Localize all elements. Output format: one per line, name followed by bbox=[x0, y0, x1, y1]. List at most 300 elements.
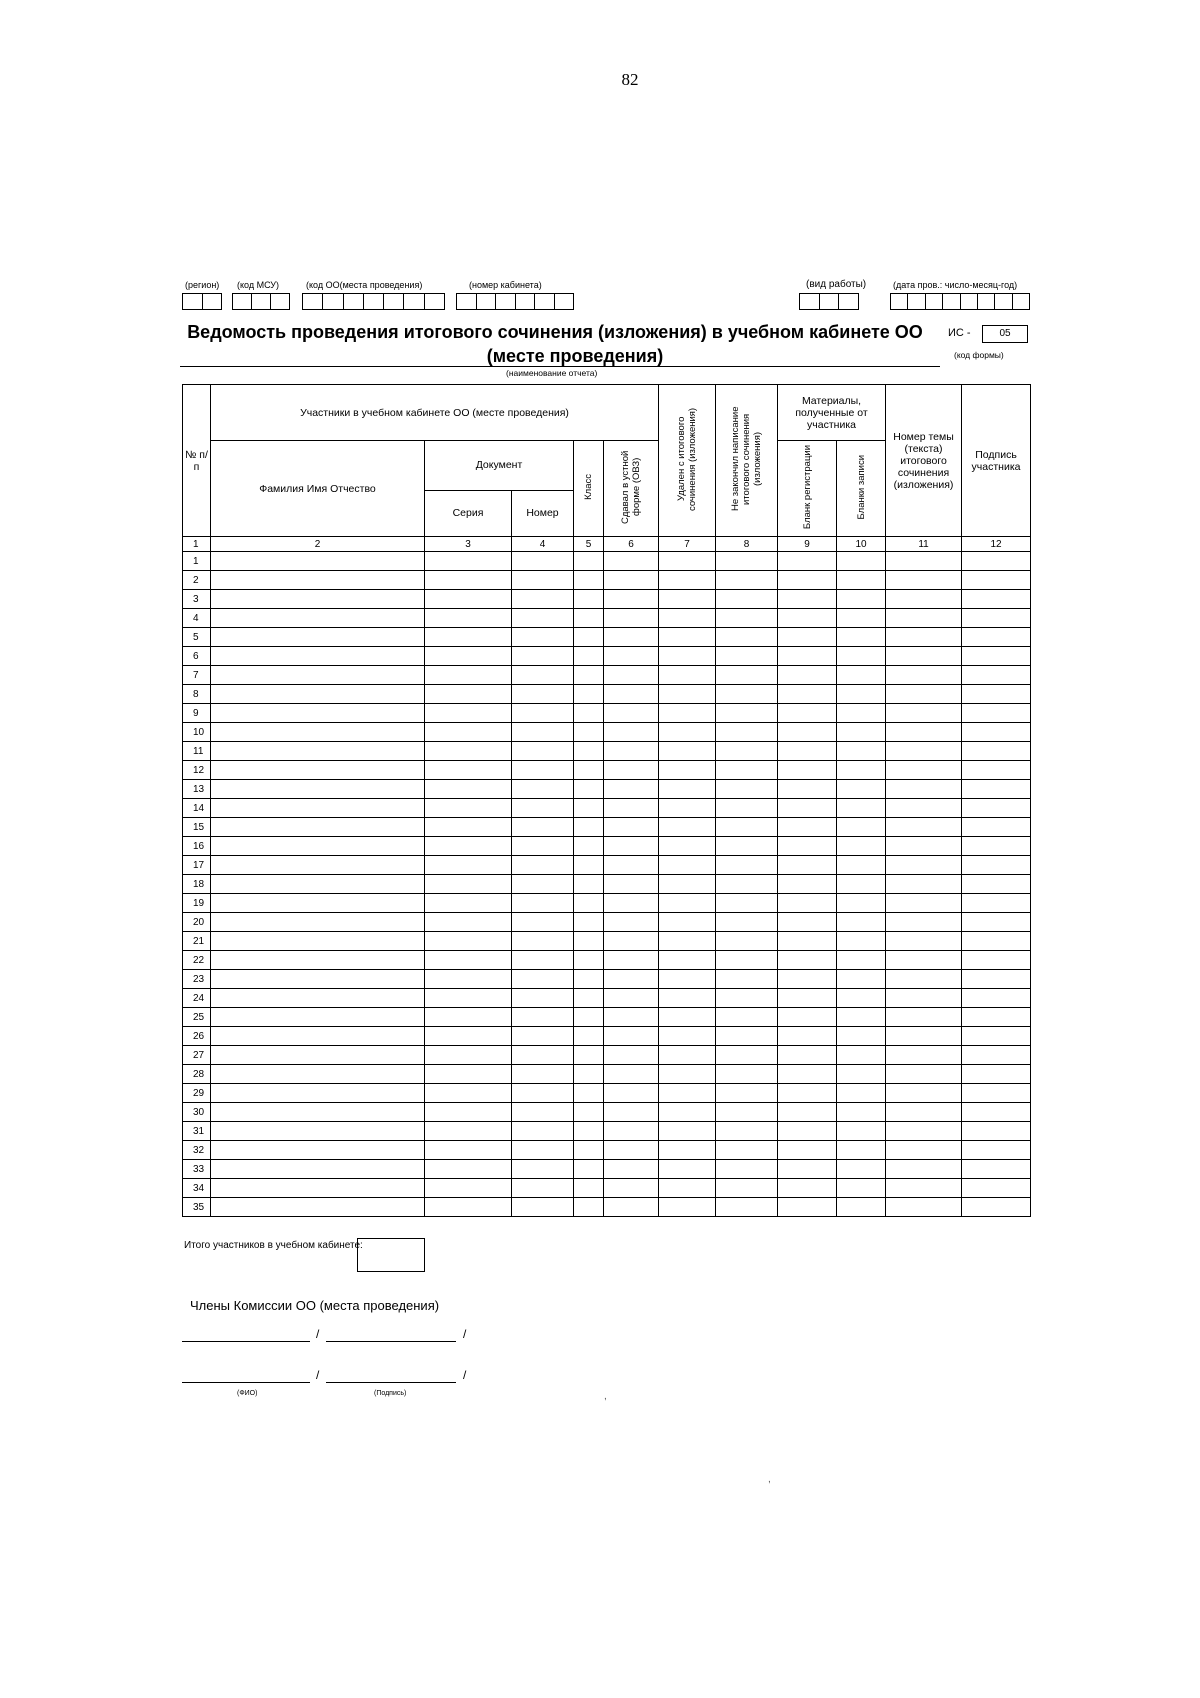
table-cell[interactable] bbox=[837, 1008, 886, 1027]
table-cell[interactable] bbox=[604, 856, 659, 875]
table-cell[interactable] bbox=[886, 571, 962, 590]
table-cell[interactable] bbox=[716, 1179, 778, 1198]
table-cell[interactable] bbox=[886, 970, 962, 989]
table-cell[interactable] bbox=[778, 1122, 837, 1141]
table-cell[interactable] bbox=[425, 780, 512, 799]
table-cell[interactable] bbox=[962, 1008, 1031, 1027]
table-cell[interactable] bbox=[962, 723, 1031, 742]
table-cell[interactable] bbox=[778, 989, 837, 1008]
table-cell[interactable] bbox=[604, 799, 659, 818]
table-cell[interactable] bbox=[659, 590, 716, 609]
table-cell[interactable] bbox=[211, 780, 425, 799]
table-cell[interactable] bbox=[604, 571, 659, 590]
table-cell[interactable] bbox=[425, 932, 512, 951]
table-cell[interactable] bbox=[659, 894, 716, 913]
table-cell[interactable] bbox=[962, 837, 1031, 856]
table-cell[interactable] bbox=[962, 704, 1031, 723]
table-cell[interactable] bbox=[962, 742, 1031, 761]
table-cell[interactable] bbox=[778, 590, 837, 609]
table-cell[interactable] bbox=[778, 1141, 837, 1160]
table-cell[interactable] bbox=[962, 894, 1031, 913]
table-cell[interactable] bbox=[778, 875, 837, 894]
table-cell[interactable] bbox=[211, 837, 425, 856]
table-cell[interactable] bbox=[778, 1008, 837, 1027]
table-cell[interactable] bbox=[962, 1046, 1031, 1065]
table-cell[interactable] bbox=[211, 1141, 425, 1160]
table-cell[interactable] bbox=[211, 723, 425, 742]
table-cell[interactable] bbox=[716, 1008, 778, 1027]
region-code-boxes[interactable] bbox=[182, 293, 222, 310]
table-cell[interactable] bbox=[604, 894, 659, 913]
table-cell[interactable] bbox=[604, 837, 659, 856]
table-cell[interactable] bbox=[659, 818, 716, 837]
table-cell[interactable] bbox=[886, 761, 962, 780]
table-cell[interactable] bbox=[574, 666, 604, 685]
table-cell[interactable] bbox=[425, 571, 512, 590]
table-cell[interactable] bbox=[659, 932, 716, 951]
table-cell[interactable] bbox=[886, 1179, 962, 1198]
table-cell[interactable] bbox=[574, 875, 604, 894]
table-cell[interactable] bbox=[886, 951, 962, 970]
table-cell[interactable] bbox=[778, 761, 837, 780]
table-cell[interactable] bbox=[886, 1084, 962, 1103]
table-cell[interactable] bbox=[778, 723, 837, 742]
table-cell[interactable] bbox=[659, 780, 716, 799]
table-cell[interactable] bbox=[211, 628, 425, 647]
table-cell[interactable] bbox=[512, 1122, 574, 1141]
table-cell[interactable] bbox=[512, 1103, 574, 1122]
table-cell[interactable] bbox=[425, 989, 512, 1008]
table-cell[interactable] bbox=[886, 685, 962, 704]
table-cell[interactable] bbox=[659, 571, 716, 590]
table-cell[interactable] bbox=[604, 1065, 659, 1084]
table-cell[interactable] bbox=[886, 932, 962, 951]
table-cell[interactable] bbox=[211, 1160, 425, 1179]
table-cell[interactable] bbox=[837, 932, 886, 951]
table-cell[interactable] bbox=[886, 989, 962, 1008]
table-cell[interactable] bbox=[659, 552, 716, 571]
table-cell[interactable] bbox=[211, 970, 425, 989]
table-cell[interactable] bbox=[425, 1160, 512, 1179]
table-cell[interactable] bbox=[659, 1141, 716, 1160]
table-cell[interactable] bbox=[574, 742, 604, 761]
table-cell[interactable] bbox=[211, 1198, 425, 1217]
table-cell[interactable] bbox=[512, 951, 574, 970]
oo-code-boxes[interactable] bbox=[302, 293, 445, 310]
table-cell[interactable] bbox=[778, 1046, 837, 1065]
table-cell[interactable] bbox=[211, 666, 425, 685]
table-cell[interactable] bbox=[962, 913, 1031, 932]
table-cell[interactable] bbox=[512, 1160, 574, 1179]
table-cell[interactable] bbox=[604, 666, 659, 685]
table-cell[interactable] bbox=[962, 1084, 1031, 1103]
table-cell[interactable] bbox=[425, 1027, 512, 1046]
table-cell[interactable] bbox=[211, 647, 425, 666]
commission-fio-line-2[interactable] bbox=[182, 1382, 310, 1383]
table-cell[interactable] bbox=[512, 609, 574, 628]
table-cell[interactable] bbox=[778, 571, 837, 590]
table-cell[interactable] bbox=[659, 1103, 716, 1122]
table-cell[interactable] bbox=[778, 818, 837, 837]
table-cell[interactable] bbox=[604, 951, 659, 970]
table-cell[interactable] bbox=[574, 970, 604, 989]
table-cell[interactable] bbox=[837, 856, 886, 875]
table-cell[interactable] bbox=[778, 552, 837, 571]
table-cell[interactable] bbox=[211, 932, 425, 951]
commission-sign-line-2[interactable] bbox=[326, 1382, 456, 1383]
table-cell[interactable] bbox=[659, 609, 716, 628]
table-cell[interactable] bbox=[425, 894, 512, 913]
table-cell[interactable] bbox=[574, 704, 604, 723]
table-cell[interactable] bbox=[425, 1065, 512, 1084]
table-cell[interactable] bbox=[962, 970, 1031, 989]
table-cell[interactable] bbox=[659, 989, 716, 1008]
table-cell[interactable] bbox=[962, 666, 1031, 685]
table-cell[interactable] bbox=[659, 742, 716, 761]
table-cell[interactable] bbox=[837, 1122, 886, 1141]
table-cell[interactable] bbox=[574, 571, 604, 590]
table-cell[interactable] bbox=[962, 685, 1031, 704]
table-cell[interactable] bbox=[211, 1027, 425, 1046]
table-cell[interactable] bbox=[512, 932, 574, 951]
table-cell[interactable] bbox=[425, 609, 512, 628]
table-cell[interactable] bbox=[716, 571, 778, 590]
table-cell[interactable] bbox=[574, 799, 604, 818]
table-cell[interactable] bbox=[716, 666, 778, 685]
table-cell[interactable] bbox=[604, 989, 659, 1008]
table-cell[interactable] bbox=[716, 1046, 778, 1065]
table-cell[interactable] bbox=[716, 1141, 778, 1160]
table-cell[interactable] bbox=[659, 875, 716, 894]
table-cell[interactable] bbox=[604, 704, 659, 723]
table-cell[interactable] bbox=[604, 1103, 659, 1122]
table-cell[interactable] bbox=[604, 913, 659, 932]
table-cell[interactable] bbox=[778, 932, 837, 951]
table-cell[interactable] bbox=[962, 1198, 1031, 1217]
table-cell[interactable] bbox=[837, 1027, 886, 1046]
table-cell[interactable] bbox=[716, 1160, 778, 1179]
table-cell[interactable] bbox=[837, 894, 886, 913]
table-cell[interactable] bbox=[886, 742, 962, 761]
table-cell[interactable] bbox=[425, 666, 512, 685]
table-cell[interactable] bbox=[574, 856, 604, 875]
table-cell[interactable] bbox=[962, 552, 1031, 571]
table-cell[interactable] bbox=[659, 837, 716, 856]
table-cell[interactable] bbox=[716, 894, 778, 913]
table-cell[interactable] bbox=[837, 571, 886, 590]
table-cell[interactable] bbox=[604, 970, 659, 989]
table-cell[interactable] bbox=[716, 552, 778, 571]
table-cell[interactable] bbox=[886, 780, 962, 799]
table-cell[interactable] bbox=[716, 970, 778, 989]
table-cell[interactable] bbox=[574, 609, 604, 628]
table-cell[interactable] bbox=[425, 799, 512, 818]
table-cell[interactable] bbox=[886, 552, 962, 571]
table-cell[interactable] bbox=[512, 666, 574, 685]
table-cell[interactable] bbox=[512, 685, 574, 704]
table-cell[interactable] bbox=[211, 989, 425, 1008]
table-cell[interactable] bbox=[778, 970, 837, 989]
table-cell[interactable] bbox=[962, 590, 1031, 609]
table-cell[interactable] bbox=[837, 704, 886, 723]
table-cell[interactable] bbox=[962, 609, 1031, 628]
table-cell[interactable] bbox=[962, 647, 1031, 666]
table-cell[interactable] bbox=[778, 1160, 837, 1179]
room-number-boxes[interactable] bbox=[456, 293, 574, 310]
table-cell[interactable] bbox=[778, 1027, 837, 1046]
table-cell[interactable] bbox=[604, 590, 659, 609]
table-cell[interactable] bbox=[604, 932, 659, 951]
table-cell[interactable] bbox=[837, 590, 886, 609]
table-cell[interactable] bbox=[837, 780, 886, 799]
table-cell[interactable] bbox=[604, 1160, 659, 1179]
table-cell[interactable] bbox=[512, 875, 574, 894]
table-cell[interactable] bbox=[604, 761, 659, 780]
table-cell[interactable] bbox=[512, 818, 574, 837]
table-cell[interactable] bbox=[604, 628, 659, 647]
table-cell[interactable] bbox=[604, 685, 659, 704]
table-cell[interactable] bbox=[574, 894, 604, 913]
table-cell[interactable] bbox=[211, 913, 425, 932]
table-cell[interactable] bbox=[211, 761, 425, 780]
table-cell[interactable] bbox=[604, 1027, 659, 1046]
table-cell[interactable] bbox=[211, 609, 425, 628]
table-cell[interactable] bbox=[716, 647, 778, 666]
table-cell[interactable] bbox=[512, 742, 574, 761]
table-cell[interactable] bbox=[837, 1198, 886, 1217]
table-cell[interactable] bbox=[604, 609, 659, 628]
table-cell[interactable] bbox=[574, 685, 604, 704]
table-cell[interactable] bbox=[512, 647, 574, 666]
table-cell[interactable] bbox=[211, 1008, 425, 1027]
table-cell[interactable] bbox=[659, 704, 716, 723]
table-cell[interactable] bbox=[886, 1122, 962, 1141]
table-cell[interactable] bbox=[886, 647, 962, 666]
table-cell[interactable] bbox=[886, 1198, 962, 1217]
work-type-boxes[interactable] bbox=[799, 293, 859, 310]
table-cell[interactable] bbox=[886, 1065, 962, 1084]
table-cell[interactable] bbox=[659, 856, 716, 875]
table-cell[interactable] bbox=[659, 723, 716, 742]
table-cell[interactable] bbox=[512, 989, 574, 1008]
table-cell[interactable] bbox=[778, 799, 837, 818]
table-cell[interactable] bbox=[716, 1122, 778, 1141]
commission-fio-line-1[interactable] bbox=[182, 1341, 310, 1342]
table-cell[interactable] bbox=[778, 1084, 837, 1103]
table-cell[interactable] bbox=[837, 761, 886, 780]
table-cell[interactable] bbox=[211, 894, 425, 913]
table-cell[interactable] bbox=[574, 780, 604, 799]
table-cell[interactable] bbox=[211, 704, 425, 723]
table-cell[interactable] bbox=[659, 1046, 716, 1065]
table-cell[interactable] bbox=[211, 685, 425, 704]
table-cell[interactable] bbox=[574, 951, 604, 970]
table-cell[interactable] bbox=[574, 1046, 604, 1065]
table-cell[interactable] bbox=[574, 989, 604, 1008]
table-cell[interactable] bbox=[778, 609, 837, 628]
table-cell[interactable] bbox=[659, 1160, 716, 1179]
table-cell[interactable] bbox=[886, 856, 962, 875]
table-cell[interactable] bbox=[886, 1008, 962, 1027]
table-cell[interactable] bbox=[604, 1008, 659, 1027]
table-cell[interactable] bbox=[778, 742, 837, 761]
table-cell[interactable] bbox=[962, 932, 1031, 951]
table-cell[interactable] bbox=[886, 723, 962, 742]
table-cell[interactable] bbox=[837, 1046, 886, 1065]
table-cell[interactable] bbox=[574, 1198, 604, 1217]
table-cell[interactable] bbox=[962, 1141, 1031, 1160]
table-cell[interactable] bbox=[837, 742, 886, 761]
table-cell[interactable] bbox=[425, 685, 512, 704]
table-cell[interactable] bbox=[211, 742, 425, 761]
table-cell[interactable] bbox=[425, 837, 512, 856]
table-cell[interactable] bbox=[659, 1008, 716, 1027]
table-cell[interactable] bbox=[886, 818, 962, 837]
table-cell[interactable] bbox=[837, 685, 886, 704]
table-cell[interactable] bbox=[425, 742, 512, 761]
table-cell[interactable] bbox=[716, 875, 778, 894]
table-cell[interactable] bbox=[425, 552, 512, 571]
table-cell[interactable] bbox=[778, 1065, 837, 1084]
table-cell[interactable] bbox=[574, 723, 604, 742]
table-cell[interactable] bbox=[962, 761, 1031, 780]
table-cell[interactable] bbox=[574, 1008, 604, 1027]
table-cell[interactable] bbox=[512, 1008, 574, 1027]
table-cell[interactable] bbox=[574, 647, 604, 666]
table-cell[interactable] bbox=[425, 1141, 512, 1160]
table-cell[interactable] bbox=[211, 1179, 425, 1198]
table-cell[interactable] bbox=[886, 609, 962, 628]
table-cell[interactable] bbox=[512, 1046, 574, 1065]
table-cell[interactable] bbox=[425, 1122, 512, 1141]
table-cell[interactable] bbox=[425, 875, 512, 894]
table-cell[interactable] bbox=[962, 571, 1031, 590]
table-cell[interactable] bbox=[425, 628, 512, 647]
table-cell[interactable] bbox=[425, 1179, 512, 1198]
table-cell[interactable] bbox=[837, 837, 886, 856]
table-cell[interactable] bbox=[837, 799, 886, 818]
table-cell[interactable] bbox=[716, 742, 778, 761]
table-cell[interactable] bbox=[512, 970, 574, 989]
table-cell[interactable] bbox=[962, 1160, 1031, 1179]
table-cell[interactable] bbox=[211, 571, 425, 590]
table-cell[interactable] bbox=[425, 913, 512, 932]
table-cell[interactable] bbox=[211, 856, 425, 875]
table-cell[interactable] bbox=[604, 1084, 659, 1103]
table-cell[interactable] bbox=[962, 989, 1031, 1008]
table-cell[interactable] bbox=[837, 723, 886, 742]
table-cell[interactable] bbox=[659, 761, 716, 780]
table-cell[interactable] bbox=[425, 1008, 512, 1027]
table-cell[interactable] bbox=[574, 818, 604, 837]
table-cell[interactable] bbox=[837, 609, 886, 628]
table-cell[interactable] bbox=[512, 837, 574, 856]
table-cell[interactable] bbox=[512, 799, 574, 818]
table-cell[interactable] bbox=[962, 856, 1031, 875]
table-cell[interactable] bbox=[962, 1065, 1031, 1084]
table-cell[interactable] bbox=[659, 1198, 716, 1217]
table-cell[interactable] bbox=[778, 856, 837, 875]
table-cell[interactable] bbox=[962, 1103, 1031, 1122]
table-cell[interactable] bbox=[778, 780, 837, 799]
table-cell[interactable] bbox=[659, 628, 716, 647]
table-cell[interactable] bbox=[837, 970, 886, 989]
table-cell[interactable] bbox=[512, 856, 574, 875]
table-cell[interactable] bbox=[886, 913, 962, 932]
table-cell[interactable] bbox=[778, 894, 837, 913]
table-cell[interactable] bbox=[716, 723, 778, 742]
table-cell[interactable] bbox=[886, 628, 962, 647]
table-cell[interactable] bbox=[574, 1103, 604, 1122]
table-cell[interactable] bbox=[211, 590, 425, 609]
table-cell[interactable] bbox=[659, 666, 716, 685]
table-cell[interactable] bbox=[837, 1179, 886, 1198]
table-cell[interactable] bbox=[512, 552, 574, 571]
table-cell[interactable] bbox=[837, 818, 886, 837]
table-cell[interactable] bbox=[574, 590, 604, 609]
table-cell[interactable] bbox=[886, 799, 962, 818]
table-cell[interactable] bbox=[425, 1103, 512, 1122]
table-cell[interactable] bbox=[425, 1198, 512, 1217]
table-cell[interactable] bbox=[778, 685, 837, 704]
table-cell[interactable] bbox=[512, 780, 574, 799]
table-cell[interactable] bbox=[962, 628, 1031, 647]
table-cell[interactable] bbox=[716, 1198, 778, 1217]
table-cell[interactable] bbox=[659, 1179, 716, 1198]
table-cell[interactable] bbox=[211, 552, 425, 571]
table-cell[interactable] bbox=[512, 761, 574, 780]
table-cell[interactable] bbox=[211, 951, 425, 970]
table-cell[interactable] bbox=[574, 1179, 604, 1198]
table-cell[interactable] bbox=[512, 894, 574, 913]
table-cell[interactable] bbox=[837, 1103, 886, 1122]
table-cell[interactable] bbox=[716, 1065, 778, 1084]
table-cell[interactable] bbox=[574, 628, 604, 647]
table-cell[interactable] bbox=[837, 628, 886, 647]
table-cell[interactable] bbox=[716, 761, 778, 780]
table-cell[interactable] bbox=[659, 1065, 716, 1084]
table-cell[interactable] bbox=[659, 1027, 716, 1046]
table-cell[interactable] bbox=[886, 1141, 962, 1160]
table-cell[interactable] bbox=[778, 1198, 837, 1217]
table-cell[interactable] bbox=[512, 628, 574, 647]
table-cell[interactable] bbox=[716, 1084, 778, 1103]
table-cell[interactable] bbox=[211, 1065, 425, 1084]
table-cell[interactable] bbox=[574, 913, 604, 932]
table-cell[interactable] bbox=[716, 1027, 778, 1046]
table-cell[interactable] bbox=[659, 970, 716, 989]
table-cell[interactable] bbox=[962, 799, 1031, 818]
table-cell[interactable] bbox=[211, 875, 425, 894]
table-cell[interactable] bbox=[837, 989, 886, 1008]
table-cell[interactable] bbox=[778, 704, 837, 723]
table-cell[interactable] bbox=[512, 1065, 574, 1084]
table-cell[interactable] bbox=[574, 1027, 604, 1046]
table-cell[interactable] bbox=[886, 837, 962, 856]
table-cell[interactable] bbox=[574, 761, 604, 780]
table-cell[interactable] bbox=[604, 1141, 659, 1160]
table-cell[interactable] bbox=[211, 1046, 425, 1065]
table-cell[interactable] bbox=[778, 837, 837, 856]
table-cell[interactable] bbox=[425, 1046, 512, 1065]
table-cell[interactable] bbox=[574, 1084, 604, 1103]
table-cell[interactable] bbox=[512, 1141, 574, 1160]
table-cell[interactable] bbox=[659, 913, 716, 932]
table-cell[interactable] bbox=[778, 628, 837, 647]
table-cell[interactable] bbox=[716, 628, 778, 647]
table-cell[interactable] bbox=[837, 1160, 886, 1179]
table-cell[interactable] bbox=[604, 875, 659, 894]
